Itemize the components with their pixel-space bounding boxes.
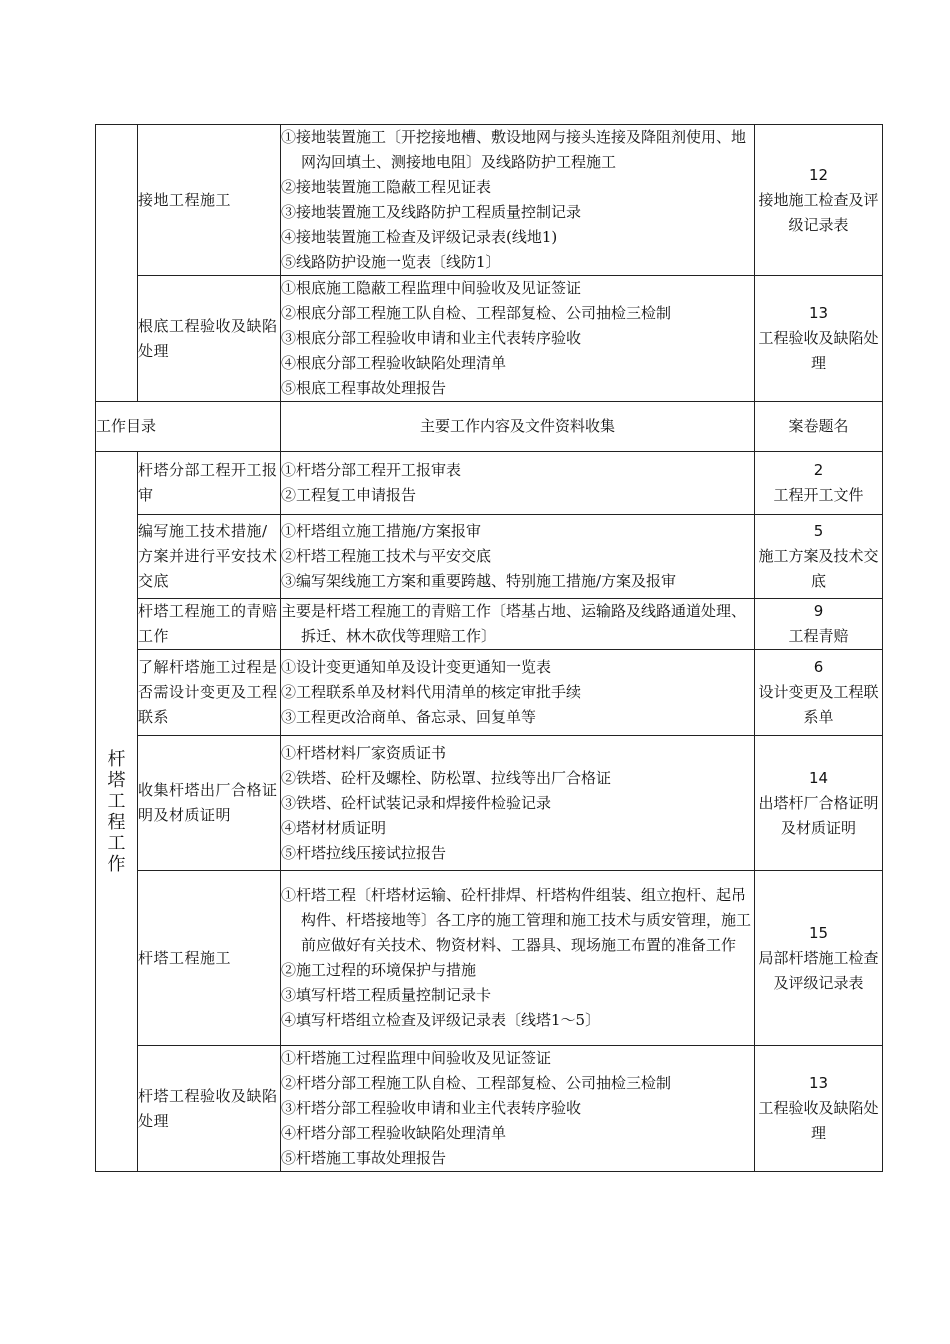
list-item: ④塔材材质证明 bbox=[281, 818, 387, 837]
volume-title-cell bbox=[755, 650, 883, 736]
list-item: ⑤杆塔施工事故处理报告 bbox=[281, 1149, 447, 1167]
items-cell bbox=[281, 599, 755, 650]
section-cell-empty bbox=[96, 125, 138, 402]
section-label-cell bbox=[96, 452, 138, 1172]
volume-title-cell bbox=[755, 871, 883, 1046]
volume-name: 接地施工检查及评级记录表 bbox=[758, 190, 879, 234]
volume-title-cell bbox=[755, 452, 883, 515]
list-item: ③铁塔、砼杆试装记录和焊接件检验记录 bbox=[281, 793, 552, 812]
task-cell: 收集杆塔出厂合格证明及材质证明 bbox=[138, 736, 281, 871]
list-item: ②施工过程的环境保护与措施 bbox=[281, 961, 477, 979]
volume-name: 出塔杆厂合格证明及材质证明 bbox=[758, 793, 879, 837]
volume-name: 工程开工文件 bbox=[773, 486, 864, 504]
list-item: ①根底施工隐蔽工程监理中间验收及见证签证 bbox=[281, 279, 582, 297]
header-row bbox=[96, 402, 883, 452]
list-item: ①设计变更通知单及设计变更通知一览表 bbox=[281, 658, 552, 676]
list-item: ⑤杆塔拉线压接试拉报告 bbox=[281, 843, 447, 862]
task-cell: 编写施工技术措施/方案并进行平安技术交底 bbox=[138, 515, 281, 599]
section-label: 杆塔工程工作 bbox=[107, 748, 126, 875]
table-row bbox=[96, 599, 883, 650]
table-row bbox=[96, 515, 883, 599]
table-row bbox=[96, 1046, 883, 1172]
table-row bbox=[96, 736, 883, 871]
volume-name: 设计变更及工程联系单 bbox=[758, 683, 879, 726]
task-cell: 杆塔工程施工的青赔工作 bbox=[138, 599, 281, 650]
volume-number: 12 bbox=[808, 165, 829, 184]
volume-title-cell bbox=[755, 599, 883, 650]
volume-number: 6 bbox=[813, 658, 824, 676]
volume-number: 13 bbox=[808, 304, 829, 322]
items-cell bbox=[281, 871, 755, 1046]
list-item: ①杆塔材料厂家资质证书 bbox=[281, 743, 447, 762]
volume-name: 局部杆塔施工检查及评级记录表 bbox=[758, 948, 879, 992]
list-item: ②杆塔分部工程施工队自检、工程部复检、公司抽检三检制 bbox=[281, 1074, 672, 1092]
task-cell: 杆塔工程施工 bbox=[138, 871, 281, 1046]
list-item: ③编写架线施工方案和重要跨越、特别施工措施/方案及报审 bbox=[281, 572, 677, 590]
volume-title-cell bbox=[755, 1046, 883, 1172]
list-item: 主要是杆塔工程施工的青赔工作〔塔基占地、运输路及线路通道处理、拆迁、林木砍伐等理赔工作〕 bbox=[281, 602, 747, 645]
volume-number: 5 bbox=[813, 522, 824, 540]
task-cell: 杆塔分部工程开工报审 bbox=[138, 452, 281, 515]
header-volume: 案卷题名 bbox=[755, 402, 883, 452]
list-item: ②工程联系单及材料代用清单的核定审批手续 bbox=[281, 683, 582, 701]
volume-number: 9 bbox=[813, 602, 824, 620]
list-item: ①杆塔工程〔杆塔材运输、砼杆排焊、杆塔构件组装、组立抱杆、起吊构件、杆塔接地等〕各工序的施工管理和施工技术与质安管理，施工前应做好有关技术、物资材料、工器具、现场施工布置的准备工作 bbox=[281, 886, 752, 954]
task-cell: 了解杆塔施工过程是否需设计变更及工程联系 bbox=[138, 650, 281, 736]
list-item: ③工程更改洽商单、备忘录、回复单等 bbox=[281, 708, 537, 726]
volume-title-cell bbox=[755, 515, 883, 599]
list-item: ③接地装置施工及线路防护工程质量控制记录 bbox=[281, 203, 582, 221]
list-item: ②工程复工申请报告 bbox=[281, 486, 417, 504]
list-item: ②根底分部工程施工队自检、工程部复检、公司抽检三检制 bbox=[281, 304, 672, 322]
items-cell bbox=[281, 650, 755, 736]
volume-name: 工程青赔 bbox=[788, 627, 849, 645]
table-row bbox=[96, 452, 883, 515]
items-cell bbox=[281, 736, 755, 871]
list-item: ①杆塔分部工程开工报审表 bbox=[281, 461, 462, 479]
list-item: ①接地装置施工〔开挖接地槽、敷设地网与接头连接及降阻剂使用、地网沟回填土、测接地电阻〕及线路防护工程施工 bbox=[281, 128, 747, 171]
volume-number: 2 bbox=[813, 461, 824, 479]
list-item: ④根底分部工程验收缺陷处理清单 bbox=[281, 354, 507, 372]
list-item: ⑤根底工程事故处理报告 bbox=[281, 379, 447, 397]
list-item: ③根底分部工程验收申请和业主代表转序验收 bbox=[281, 329, 582, 347]
volume-number: 15 bbox=[808, 923, 829, 942]
items-cell bbox=[281, 125, 755, 276]
table-row bbox=[96, 276, 883, 402]
header-task: 工作目录 bbox=[96, 402, 281, 452]
list-item: ①杆塔组立施工措施/方案报审 bbox=[281, 522, 482, 540]
header-items: 主要工作内容及文件资料收集 bbox=[281, 402, 755, 452]
volume-name: 工程验收及缺陷处理 bbox=[758, 1099, 879, 1142]
task-cell: 根底工程验收及缺陷处理 bbox=[138, 276, 281, 402]
volume-name: 工程验收及缺陷处理 bbox=[758, 329, 879, 372]
table-row bbox=[96, 125, 883, 276]
table-row bbox=[96, 650, 883, 736]
items-cell bbox=[281, 276, 755, 402]
items-cell bbox=[281, 515, 755, 599]
list-item: ④接地装置施工检查及评级记录表(线地1) bbox=[281, 228, 558, 246]
list-item: ⑤线路防护设施一览表〔线防1〕 bbox=[281, 253, 501, 271]
list-item: ③填写杆塔工程质量控制记录卡 bbox=[281, 986, 492, 1004]
volume-title-cell bbox=[755, 736, 883, 871]
table-row bbox=[96, 871, 883, 1046]
task-cell: 杆塔工程验收及缺陷处理 bbox=[138, 1046, 281, 1172]
list-item: ③杆塔分部工程验收申请和业主代表转序验收 bbox=[281, 1099, 582, 1117]
items-cell bbox=[281, 452, 755, 515]
volume-number: 14 bbox=[808, 768, 829, 787]
task-cell: 接地工程施工 bbox=[138, 125, 281, 276]
items-cell bbox=[281, 1046, 755, 1172]
volume-title-cell bbox=[755, 276, 883, 402]
list-item: ②接地装置施工隐蔽工程见证表 bbox=[281, 178, 492, 196]
list-item: ④填写杆塔组立检查及评级记录表〔线塔1～5〕 bbox=[281, 1011, 601, 1029]
volume-name: 施工方案及技术交底 bbox=[758, 547, 879, 590]
list-item: ②杆塔工程施工技术与平安交底 bbox=[281, 547, 492, 565]
list-item: ④杆塔分部工程验收缺陷处理清单 bbox=[281, 1124, 507, 1142]
list-item: ①杆塔施工过程监理中间验收及见证签证 bbox=[281, 1049, 552, 1067]
work-catalog-table bbox=[95, 124, 883, 1172]
list-item: ②铁塔、砼杆及螺栓、防松罩、拉线等出厂合格证 bbox=[281, 768, 612, 787]
volume-number: 13 bbox=[808, 1074, 829, 1092]
volume-title-cell bbox=[755, 125, 883, 276]
